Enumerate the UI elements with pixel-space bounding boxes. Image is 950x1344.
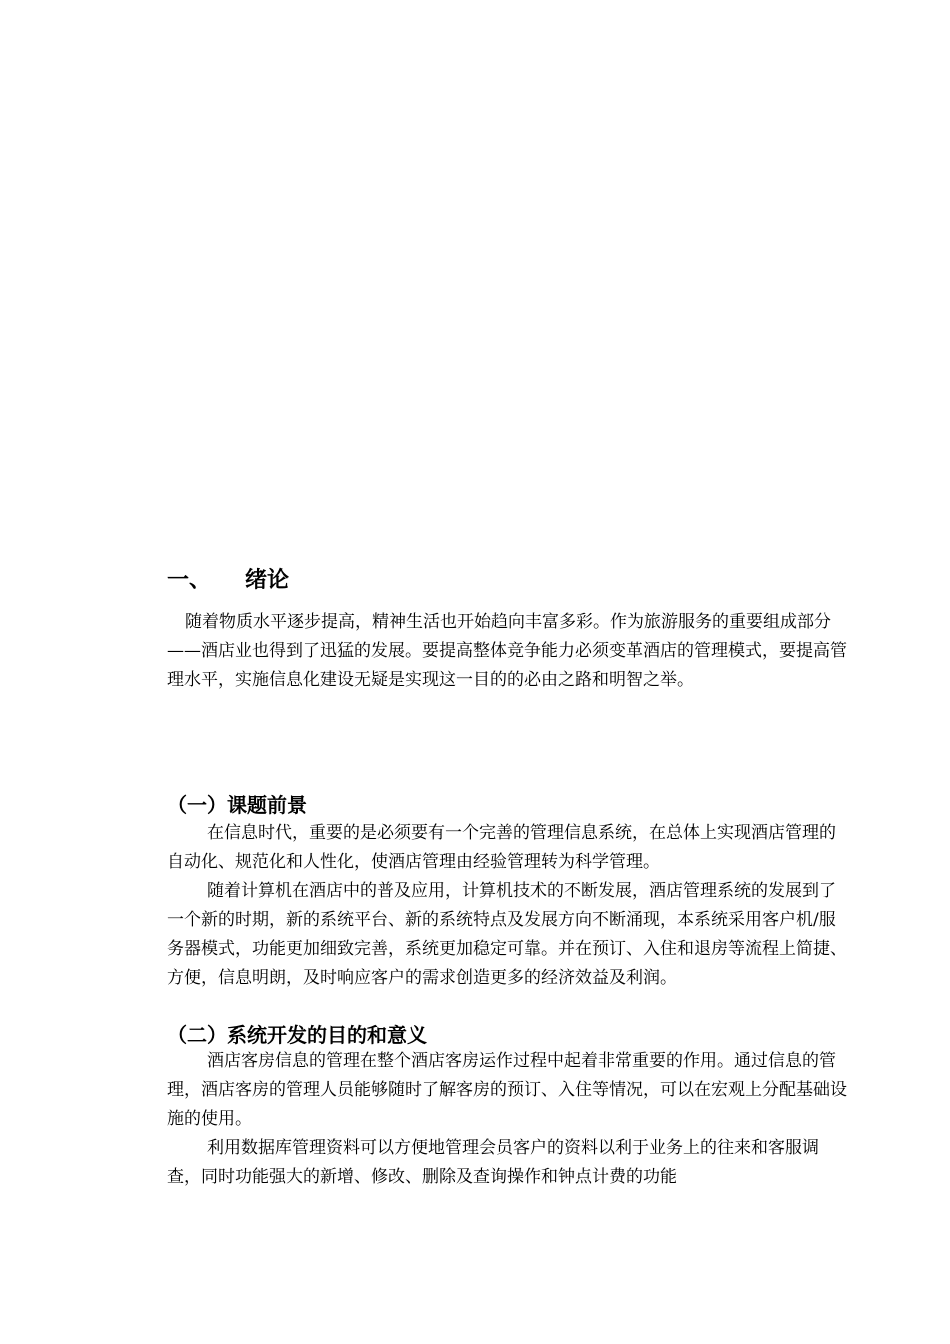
purpose-paragraph-2: 利用数据库管理资料可以方便地管理会员客户的资料以利于业务上的往来和客服调查，同时功能强大的新增、修改、删除及查询操作和钟点计费的功能 [167,1138,819,1187]
section-heading [167,567,289,595]
subsection-heading-background: （一）课题前景 [167,793,307,817]
subsection-heading-purpose: （二）系统开发的目的和意义 [167,1023,427,1047]
section-number: 一、 [167,568,212,593]
intro-paragraph: 随着物质水平逐步提高，精神生活也开始趋向丰富多彩。作为旅游服务的重要组成部分——酒店业也得到了迅猛的发展。要提高整体竞争能力必须变革酒店的管理模式，要提高管理水平，实施信息化建设无疑是实现这一目的的必由之路和明智之举。 [167,612,847,690]
purpose-paragraph-1: 酒店客房信息的管理在整个酒店客房运作过程中起着非常重要的作用。通过信息的管理，酒店客房的管理人员能够随时了解客房的预订、入住等情况，可以在宏观上分配基础设施的使用。 [167,1051,847,1129]
section-title: 绪论 [245,568,290,593]
background-paragraph-1: 在信息时代，重要的是必须要有一个完善的管理信息系统，在总体上实现酒店管理的自动化、规范化和人性化，使酒店管理由经验管理转为科学管理。 [167,823,836,872]
background-paragraph-2: 随着计算机在酒店中的普及应用，计算机技术的不断发展，酒店管理系统的发展到了一个新的时期，新的系统平台、新的系统特点及发展方向不断涌现，本系统采用客户机/服务器模式，功能更加细致完善，系统更加稳定可靠。并在预订、入住和退房等流程上简捷、方便，信息明朗，及时响应客户的需求创造更多的经济效益及利润。 [167,881,847,988]
